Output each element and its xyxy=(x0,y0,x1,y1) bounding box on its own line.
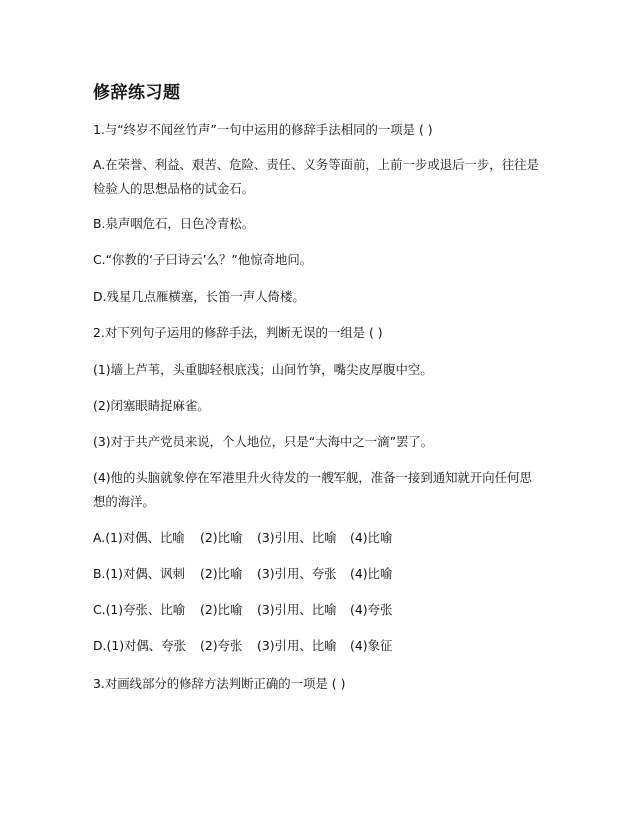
question-2-sentence-4-line-1: (4)他的头脑就象停在军港里升火待发的一艘军舰，准备一接到通知就开向任何思 xyxy=(93,470,532,485)
question-1-option-d: D.残星几点雁横塞，长笛一声人倚楼。 xyxy=(93,289,305,304)
option-part: (3)引用、比喻 xyxy=(257,530,337,545)
option-part: (4)象征 xyxy=(350,638,393,653)
option-part: (3)引用、夸张 xyxy=(257,566,337,581)
page-title: 修辞练习题 xyxy=(93,83,181,103)
question-2-sentence-3: (3)对于共产党员来说，个人地位，只是“大海中之一滴”罢了。 xyxy=(93,434,434,449)
option-part: (4)夸张 xyxy=(350,602,393,617)
option-part: (2)比喻 xyxy=(200,530,243,545)
question-2-sentence-1: (1)墙上芦苇，头重脚轻根底浅；山间竹笋，嘴尖皮厚腹中空。 xyxy=(93,362,433,377)
option-part: (2)夸张 xyxy=(200,638,243,653)
question-1-option-a-line-1: A.在荣誉、利益、艰苦、危险、责任、义务等面前，上前一步或退后一步，往往是 xyxy=(93,157,539,172)
question-1-stem: 1.与“终岁不闻丝竹声”一句中运用的修辞手法相同的一项是 ( ) xyxy=(93,122,433,137)
option-part: (4)比喻 xyxy=(350,566,393,581)
question-2-stem: 2.对下列句子运用的修辞手法，判断无误的一组是 ( ) xyxy=(93,325,383,340)
option-part: C.(1)夸张、比喻 xyxy=(93,602,186,617)
question-2-sentence-4-line-2: 想的海洋。 xyxy=(93,494,155,509)
question-1-option-c: C.“你教的‘子曰诗云’么？”他惊奇地问。 xyxy=(93,252,313,267)
option-part: D.(1)对偶、夸张 xyxy=(93,638,186,653)
question-1-option-a-line-2: 检验人的思想品格的试金石。 xyxy=(93,181,255,196)
option-part: B.(1)对偶、讽刺 xyxy=(93,566,185,581)
option-part: (2)比喻 xyxy=(200,566,243,581)
question-2-sentence-2: (2)闭塞眼睛捉麻雀。 xyxy=(93,398,210,413)
option-part: (3)引用、比喻 xyxy=(257,602,337,617)
option-part: (4)比喻 xyxy=(350,530,393,545)
option-part: (3)引用、比喻 xyxy=(257,638,337,653)
option-part: (2)比喻 xyxy=(200,602,243,617)
question-1-option-b: B.泉声咽危石，日色冷青松。 xyxy=(93,216,255,231)
question-3-stem: 3.对画线部分的修辞方法判断正确的一项是 ( ) xyxy=(93,676,346,691)
option-part: A.(1)对偶、比喻 xyxy=(93,530,185,545)
